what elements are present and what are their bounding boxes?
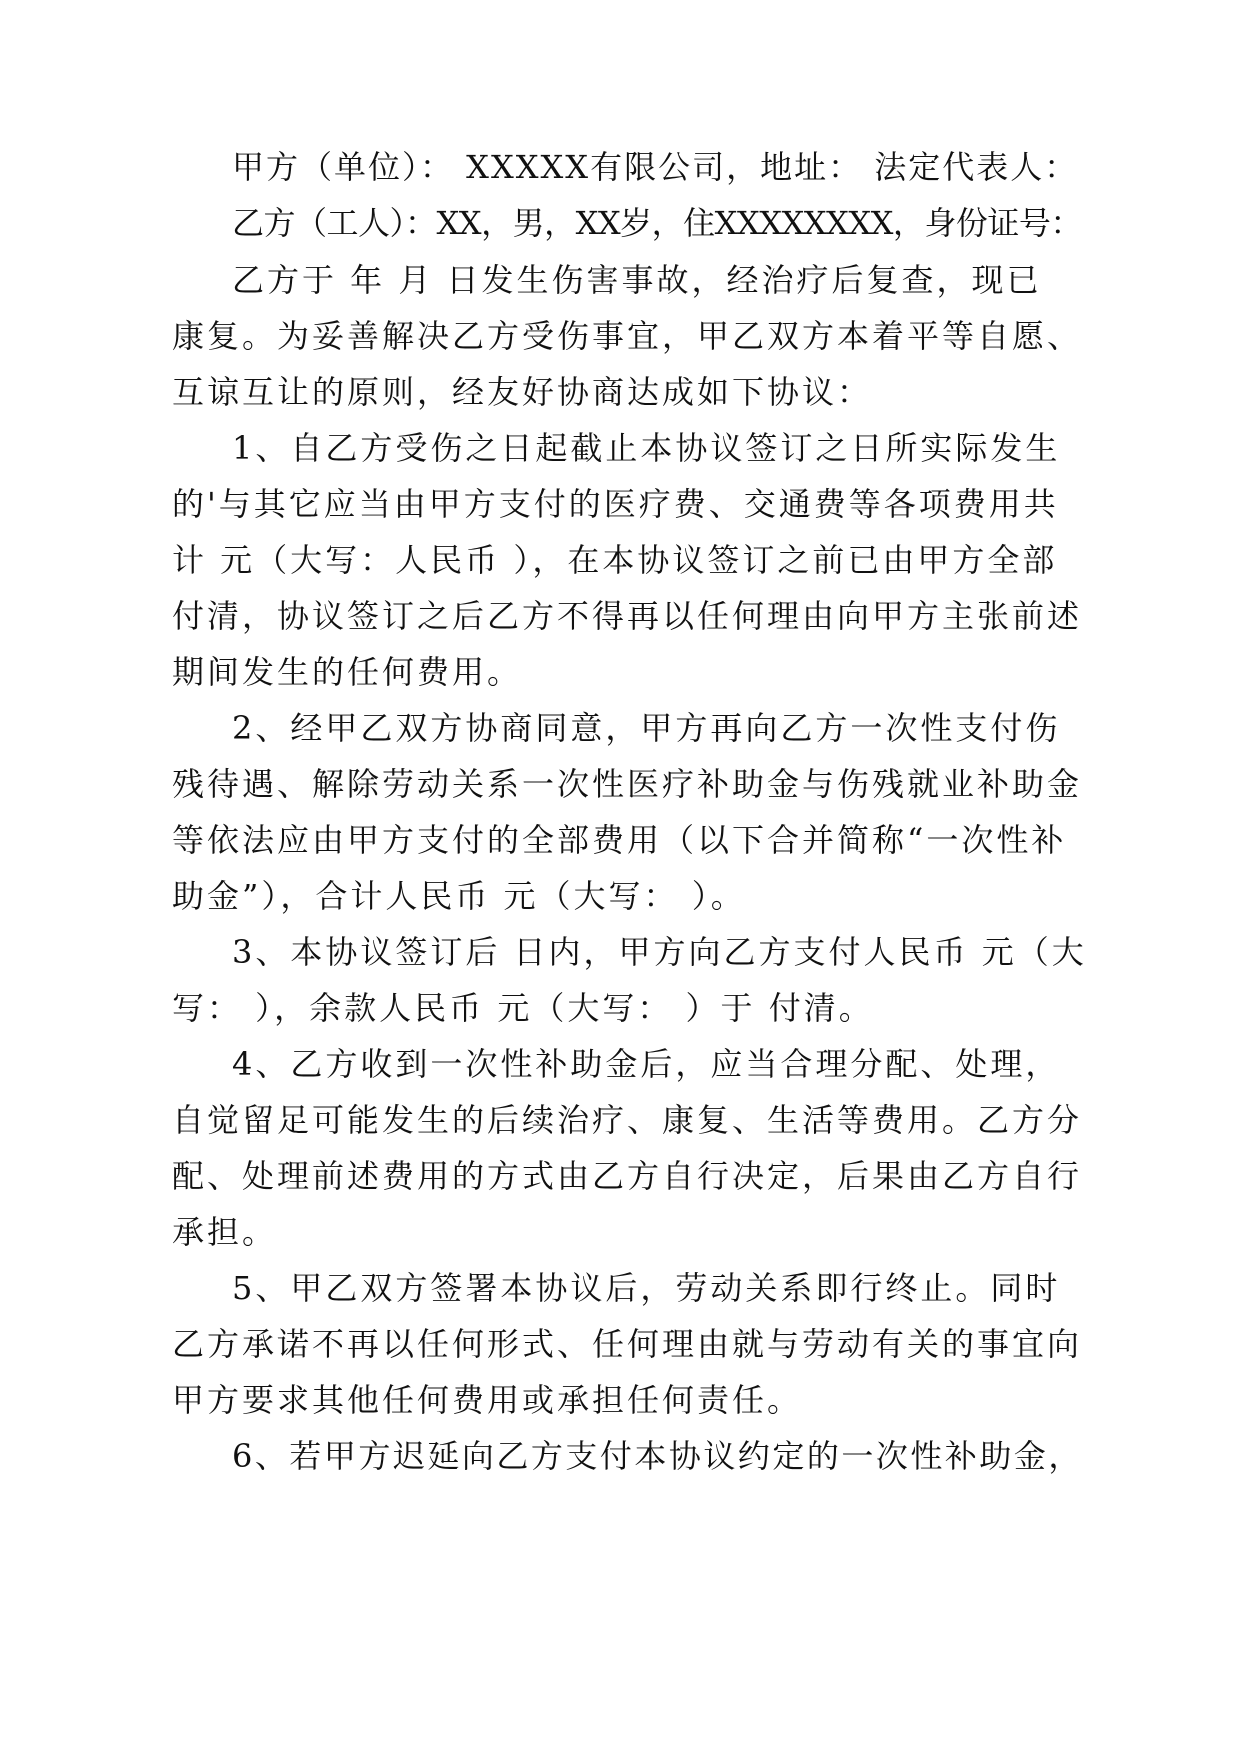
clause-1-line-4: 付清，协议签订之后乙方不得再以任何理由向甲方主张前述 [172,597,1083,635]
intro-paragraph-line-3: 互谅互让的原则，经友好协商达成如下协议： [172,373,873,411]
clause-4-line-3: 配、处理前述费用的方式由乙方自行决定，后果由乙方自行 [172,1157,1083,1195]
clause-1-line-3: 计 元（大写：人民币 ），在本协议签订之前已由甲方全部 [172,541,1058,579]
intro-paragraph-line-2: 康复。为妥善解决乙方受伤事宜，甲乙双方本着平等自愿、 [172,317,1083,355]
clause-5-line-1: 5、甲乙双方签署本协议后，劳动关系即行终止。同时 [232,1269,1061,1307]
clause-2-line-2: 残待遇、解除劳动关系一次性医疗补助金与伤残就业补助金 [172,765,1083,803]
clause-1-line-5: 期间发生的任何费用。 [172,653,523,691]
party-b-line: 乙方（工人）：XX，男，XX岁，住XXXXXXXX，身份证号： [232,204,1082,242]
clause-4-line-1: 4、乙方收到一次性补助金后，应当合理分配、处理， [232,1045,1061,1083]
clause-5-line-3: 甲方要求其他任何费用或承担任何责任。 [172,1381,803,1419]
clause-2-line-1: 2、经甲乙双方协商同意，甲方再向乙方一次性支付伤 [232,709,1061,747]
clause-3-line-1: 3、本协议签订后 日内，甲方向乙方支付人民币 元（大 [232,933,1087,971]
clause-3-line-2: 写： ），余款人民币 元（大写： ）于 付清。 [172,989,874,1027]
party-a-line: 甲方（单位）： XXXXX有限公司，地址： 法定代表人： [232,148,1079,186]
clause-6-line-1: 6、若甲方迟延向乙方支付本协议约定的一次性补助金， [232,1437,1083,1475]
clause-4-line-2: 自觉留足可能发生的后续治疗、康复、生活等费用。乙方分 [172,1101,1083,1139]
clause-1-line-1: 1、自乙方受伤之日起截止本协议签订之日所实际发生 [232,429,1061,467]
clause-2-line-4: 助金”），合计人民币 元（大写： ）。 [172,877,746,915]
intro-paragraph-line-1: 乙方于 年 月 日发生伤害事故，经治疗后复查，现已 [232,261,1042,299]
clause-5-line-2: 乙方承诺不再以任何形式、任何理由就与劳动有关的事宜向 [172,1325,1083,1363]
clause-2-line-3: 等依法应由甲方支付的全部费用（以下合并简称“一次性补 [172,821,1067,859]
clause-1-line-2: 的'与其它应当由甲方支付的医疗费、交通费等各项费用共 [172,485,1059,523]
clause-4-line-4: 承担。 [172,1213,278,1251]
